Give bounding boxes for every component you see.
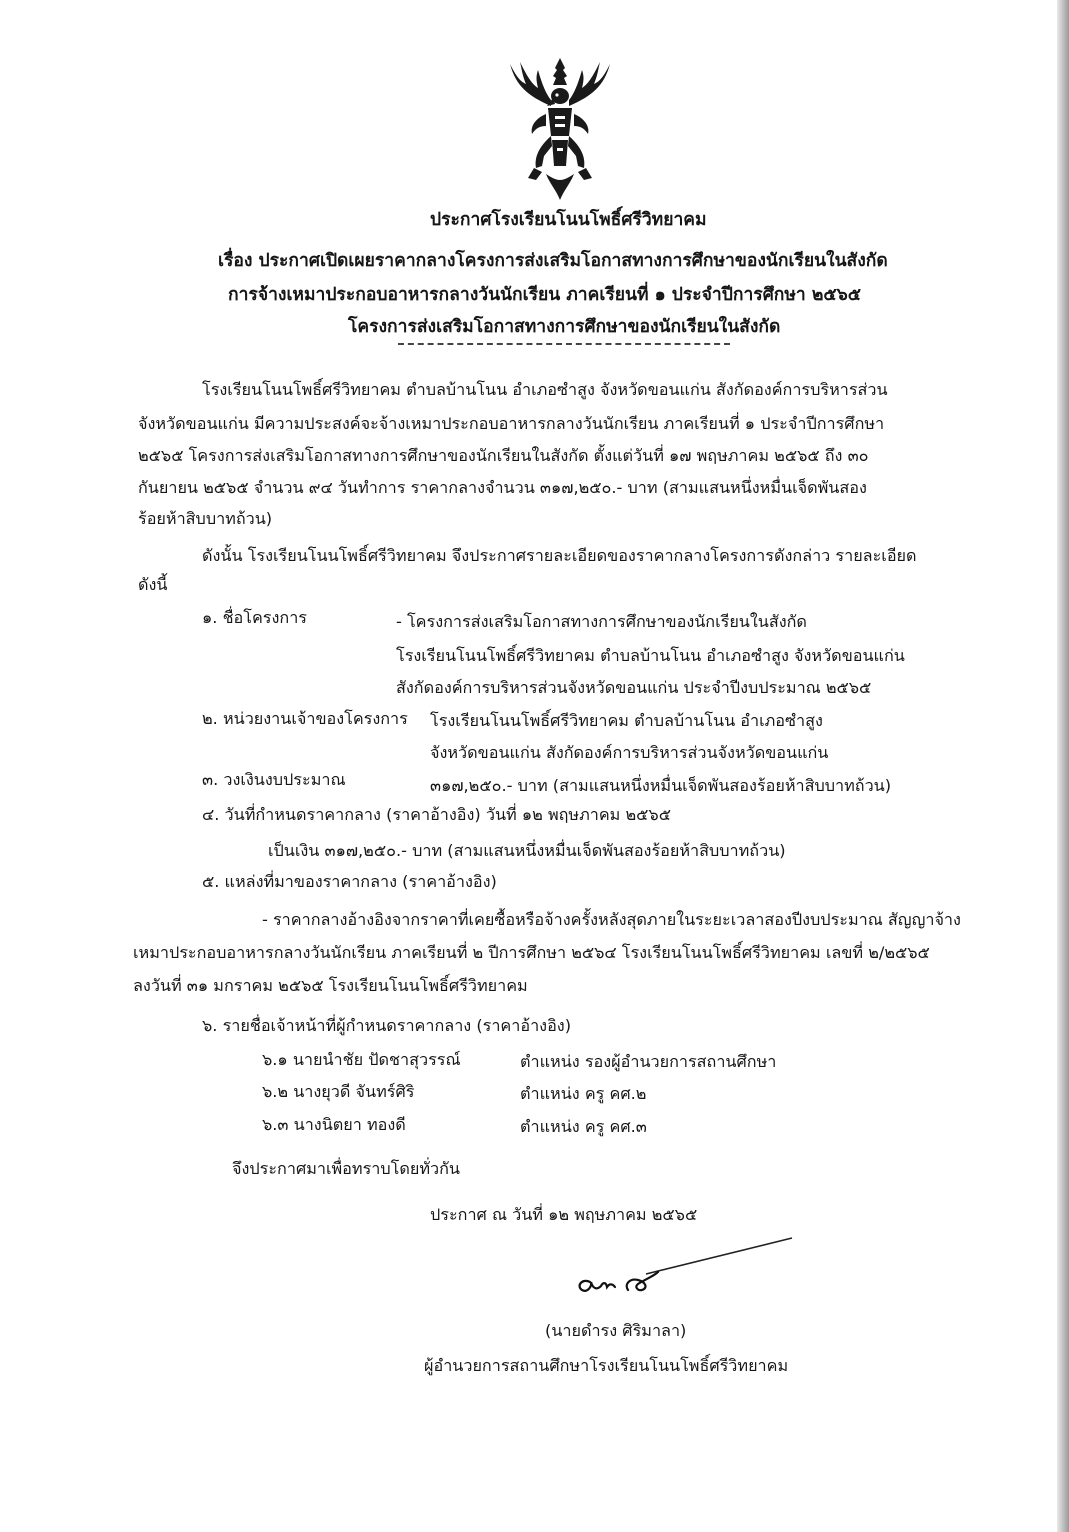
item-5-line-3: ลงวันที่ ๓๑ มกราคม ๒๕๖๕ โรงเรียนโนนโพธิ์ศรีวิทยาคม [133, 976, 528, 995]
para1-line-4: กันยายน ๒๕๖๕ จำนวน ๙๔ วันทำการ ราคากลางจำนวน ๓๑๗,๒๕๐.- บาท (สามแสนหนึ่งหมื่นเจ็ดพันสอง [138, 478, 867, 497]
subject-line-3: โครงการส่งเสริมโอกาสทางการศึกษาของนักเรียนในสังกัด [348, 317, 781, 337]
item-2-value-2: จังหวัดขอนแก่น สังกัดองค์การบริหารส่วนจังหวัดขอนแก่น [430, 743, 829, 762]
announcement-title: ประกาศโรงเรียนโนนโพธิ์ศรีวิทยาคม [430, 210, 707, 230]
official-1-position: ตำแหน่ง รองผู้อำนวยการสถานศึกษา [520, 1052, 777, 1071]
item-1-label: ๑. ชื่อโครงการ [202, 608, 307, 627]
item-1-value-2: โรงเรียนโนนโพธิ์ศรีวิทยาคม ตำบลบ้านโนน อำเภอซำสูง จังหวัดขอนแก่น [396, 646, 905, 665]
header-divider [398, 343, 730, 345]
signer-name: (นายดำรง ศิริมาลา) [545, 1321, 687, 1340]
item-3-value: ๓๑๗,๒๕๐.- บาท (สามแสนหนึ่งหมื่นเจ็ดพันสองร้อยห้าสิบบาทถ้วน) [430, 776, 892, 795]
para1-line-2: จังหวัดขอนแก่น มีความประสงค์จะจ้างเหมาประกอบอาหารกลางวันนักเรียน ภาคเรียนที่ ๑ ประจำปีการศึกษา [138, 414, 885, 433]
item-5-line-2: เหมาประกอบอาหารกลางวันนักเรียน ภาคเรียนที่ ๒ ปีการศึกษา ๒๕๖๔ โรงเรียนโนนโพธิ์ศรีวิทยาคม เลขที่ ๒/๒๕๖๕ [133, 943, 930, 962]
item-2-value-1: โรงเรียนโนนโพธิ์ศรีวิทยาคม ตำบลบ้านโนน อำเภอซำสูง [430, 711, 823, 730]
handwritten-signature-icon [560, 1232, 800, 1308]
official-2-position: ตำแหน่ง ครู คศ.๒ [520, 1084, 647, 1103]
item-5-label: ๕. แหล่งที่มาของราคากลาง (ราคาอ้างอิง) [202, 872, 497, 891]
item-2-label: ๒. หน่วยงานเจ้าของโครงการ [202, 709, 408, 728]
announce-date: ประกาศ ณ วันที่ ๑๒ พฤษภาคม ๒๕๖๕ [430, 1205, 698, 1224]
para2-line-1: ดังนั้น โรงเรียนโนนโพธิ์ศรีวิทยาคม จึงประกาศรายละเอียดของราคากลางโครงการดังกล่าว รายละเอียด [202, 546, 917, 565]
item-4-line-2: เป็นเงิน ๓๑๗,๒๕๐.- บาท (สามแสนหนึ่งหมื่นเจ็ดพันสองร้อยห้าสิบบาทถ้วน) [268, 841, 786, 860]
item-1-value-1: - โครงการส่งเสริมโอกาสทางการศึกษาของนักเรียนในสังกัด [396, 612, 807, 631]
official-3-name: ๖.๓ นางนิตยา ทองดี [262, 1115, 406, 1134]
para2-line-2: ดังนี้ [138, 575, 168, 594]
signer-title: ผู้อำนวยการสถานศึกษาโรงเรียนโนนโพธิ์ศรีวิทยาคม [424, 1356, 789, 1375]
announce-closing: จึงประกาศมาเพื่อทราบโดยทั่วกัน [232, 1159, 460, 1178]
para1-line-3: ๒๕๖๕ โครงการส่งเสริมโอกาสทางการศึกษาของนักเรียนในสังกัด ตั้งแต่วันที่ ๑๗ พฤษภาคม ๒๕๖๕ ถึง ๓๐ [138, 446, 869, 465]
item-1-value-3: สังกัดองค์การบริหารส่วนจังหวัดขอนแก่น ประจำปีงบประมาณ ๒๕๖๕ [396, 678, 872, 697]
para1-line-1: โรงเรียนโนนโพธิ์ศรีวิทยาคม ตำบลบ้านโนน อำเภอซำสูง จังหวัดขอนแก่น สังกัดองค์การบริหารส่วน [202, 380, 888, 399]
subject-line-1: เรื่อง ประกาศเปิดเผยราคากลางโครงการส่งเสริมโอกาสทางการศึกษาของนักเรียนในสังกัด [218, 251, 888, 271]
official-1-name: ๖.๑ นายนำชัย ปัดชาสุวรรณ์ [262, 1050, 461, 1069]
page-edge-shadow [1057, 0, 1069, 1532]
item-5-line-1: - ราคากลางอ้างอิงจากราคาที่เคยซื้อหรือจ้างครั้งหลังสุดภายในระยะเวลาสองปีงบประมาณ สัญญาจ้าง [262, 910, 961, 929]
garuda-emblem-icon [508, 56, 612, 202]
subject-line-2: การจ้างเหมาประกอบอาหารกลางวันนักเรียน ภาคเรียนที่ ๑ ประจำปีการศึกษา ๒๕๖๕ [228, 285, 861, 305]
item-3-label: ๓. วงเงินงบประมาณ [202, 770, 346, 789]
official-3-position: ตำแหน่ง ครู คศ.๓ [520, 1117, 647, 1136]
official-2-name: ๖.๒ นางยุวดี จันทร์ศิริ [262, 1082, 415, 1101]
item-4-line-1: ๔. วันที่กำหนดราคากลาง (ราคาอ้างอิง) วันที่ ๑๒ พฤษภาคม ๒๕๖๕ [202, 805, 671, 824]
item-6-label: ๖. รายชื่อเจ้าหน้าที่ผู้กำหนดราคากลาง (ราคาอ้างอิง) [202, 1016, 572, 1035]
para1-line-5: ร้อยห้าสิบบาทถ้วน) [138, 509, 273, 528]
